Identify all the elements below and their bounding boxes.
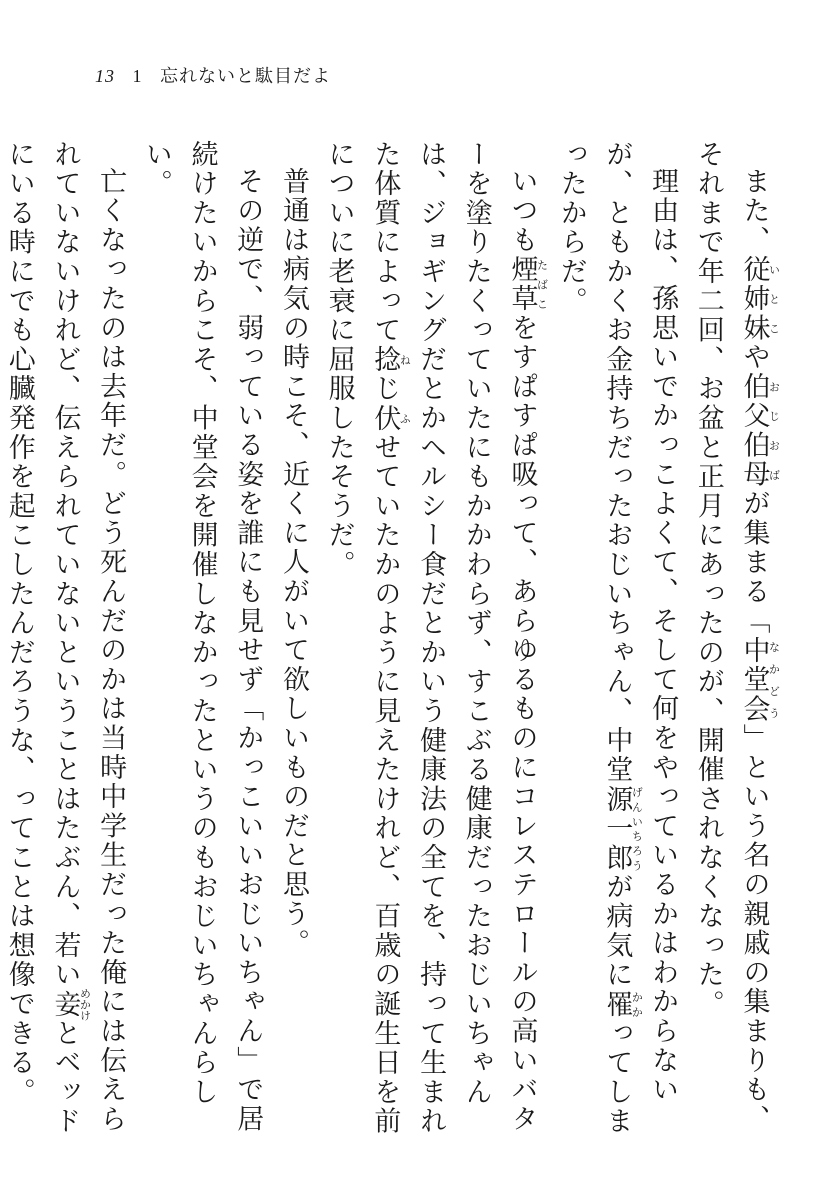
text-run: が集まる「 <box>738 489 770 636</box>
ruby-word <box>369 403 412 434</box>
paragraph <box>316 140 548 1160</box>
ruby-word <box>49 987 92 1021</box>
ruby-base: 伏 <box>369 403 401 434</box>
ruby-word <box>506 254 549 314</box>
ruby-reading: なかどう <box>767 635 781 724</box>
text-run: ってしまったからだ。 <box>555 140 633 1137</box>
text-run: せていたかのように見えたけれど、百歳の誕生日を前についに老衰に屈服したそうだ。 <box>323 140 401 1137</box>
text-run: じ <box>369 374 401 404</box>
chapter-title: 忘れないと駄目だよ <box>160 66 331 86</box>
ruby-reading: めかけ <box>78 987 92 1021</box>
ruby-base: 源一郎 <box>601 784 633 873</box>
ruby-base: 妾 <box>49 987 81 1021</box>
paragraph <box>133 140 270 1160</box>
chapter-number: 1 <box>132 66 143 86</box>
ruby-word <box>738 372 781 490</box>
ruby-reading: たばこ <box>535 254 549 314</box>
ruby-base: 煙草 <box>506 254 538 314</box>
ruby-word <box>738 254 781 343</box>
paragraph <box>685 140 780 1160</box>
ruby-reading: ふ <box>398 403 412 434</box>
body-text <box>3 140 781 1160</box>
page-number: 13 <box>95 66 115 86</box>
text-run: その逆で、弱っている姿を誰にも見せず「かっこいいおじいちゃん」で居続けたいからこそ、中堂会を開催しなかったというのもおじいちゃんらしい。 <box>140 140 264 1134</box>
ruby-base: 罹 <box>601 989 633 1020</box>
text-run: 普通は病気の時こそ、近くに人がいて欲しいものだと思う。 <box>277 167 309 959</box>
ruby-base: 従姉妹 <box>738 254 770 343</box>
text-run: いつも <box>506 167 538 255</box>
ruby-reading: かか <box>630 989 644 1020</box>
text-run: 理由は、孫思いでかっこよくて、そして何をやっているかはわからないが、ともかくお金持ちだったおじいちゃん、中堂 <box>601 140 679 1105</box>
text-run: や <box>738 342 770 373</box>
ruby-reading: おじおば <box>767 372 781 490</box>
ruby-base: 捻 <box>369 345 401 375</box>
ruby-word <box>369 345 412 375</box>
text-run: 亡くなったのは去年だ。どう死んだのかは当時中学生だった俺には伝えられていないけれど、伝えられていないということはたぶん、若い <box>49 140 127 1134</box>
ruby-base: 伯父伯母 <box>738 372 770 490</box>
ruby-word <box>601 989 644 1020</box>
text-run: とベッドにいる時にでも心臓発作を起こしたんだろうな、ってことは想像できる。 <box>3 140 81 1137</box>
paragraph <box>0 140 133 1160</box>
ruby-word <box>601 784 644 873</box>
ruby-word <box>738 635 781 724</box>
ruby-reading: ね <box>398 345 412 375</box>
running-header <box>95 62 343 88</box>
text-run: が病気に <box>601 872 633 990</box>
paragraph <box>270 140 316 1160</box>
paragraph <box>548 140 685 1160</box>
text-run: をすぱすぱ吸って、あらゆるものにコレステロールの高いバターを塗りたくっていたにもかかわらず、すこぶる健康だったおじいちゃんは、ジョギングだとかヘルシー食だとかいう健康法の全てを、持って生まれた体質によって <box>369 140 538 1137</box>
text-run: また、 <box>738 167 770 255</box>
ruby-reading: いとこ <box>767 254 781 343</box>
ruby-reading: げんいちろう <box>630 784 644 873</box>
text-run: 」という名の親戚の集まりも、それまで年二回、お盆と正月にあったのが、開催されなくなった。 <box>692 140 770 1134</box>
ruby-base: 中堂会 <box>738 635 770 724</box>
